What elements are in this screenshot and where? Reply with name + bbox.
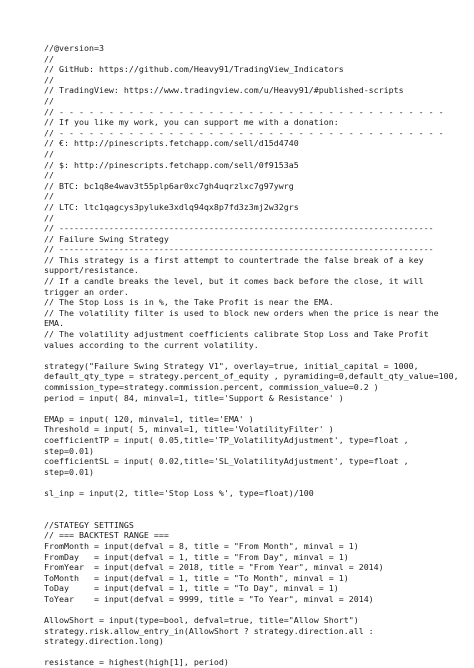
- code-line: ToMonth = input(defval = 1, title = "To Month", minval = 1): [44, 572, 349, 583]
- code-line: FromMonth = input(defval = 8, title = "From Month", minval = 1): [44, 540, 359, 551]
- code-line: step=0.01): [44, 445, 94, 456]
- code-line: //: [44, 74, 54, 85]
- code-line: [44, 350, 464, 361]
- code-line: sl_inp = input(2, title='Stop Loss %', type=float)/100: [44, 487, 314, 498]
- code-line: // Failure Swing Strategy: [44, 233, 169, 244]
- code-listing: [44, 43, 464, 668]
- code-line: FromDay = input(defval = 1, title = "From Day", minval = 1): [44, 551, 349, 562]
- code-line: values according to the current volatility.: [44, 339, 259, 350]
- code-line: // €: http://pinescripts.fetchapp.com/sell/d15d4740: [44, 138, 299, 149]
- code-line: [44, 403, 464, 414]
- code-line: //: [44, 170, 54, 181]
- code-line: resistance = highest(high[1], period): [44, 657, 229, 668]
- code-line: coefficientTP = input( 0.05,title='TP_VolatilityAdjustment', type=float ,: [44, 434, 409, 445]
- code-line: coefficientSL = input( 0.02,title='SL_VolatilityAdjustment', type=float ,: [44, 456, 409, 467]
- code-line: [44, 647, 464, 658]
- code-line: // === BACKTEST RANGE ===: [44, 530, 169, 541]
- code-line: // GitHub: https://github.com/Heavy91/TradingView_Indicators: [44, 64, 344, 75]
- code-line: //: [44, 53, 54, 64]
- code-line: [44, 499, 464, 510]
- code-line: commission_type=strategy.commission.percent, commission_value=0.2 ): [44, 382, 379, 392]
- code-line: [44, 477, 464, 488]
- code-line: EMA.: [44, 318, 64, 329]
- code-line: // This strategy is a first attempt to countertrade the false break of a key: [44, 254, 424, 265]
- code-line: //: [44, 95, 54, 106]
- code-line: EMAp = input( 120, minval=1, title='EMA' ): [44, 413, 254, 424]
- code-line: AllowShort = input(type=bool, defval=true, title="Allow Short"): [44, 615, 359, 626]
- code-line: default_qty_type = strategy.percent_of_equity , pyramiding=0,default_qty_value=100,: [44, 371, 459, 382]
- code-line: ToYear = input(defval = 9999, title = "To Year", minval = 2014): [44, 593, 374, 604]
- code-line: trigger an order.: [44, 286, 129, 297]
- code-line: // The volatility filter is used to block new orders when the price is near the: [44, 307, 439, 318]
- code-line: // The volatility adjustment coefficients calibrate Stop Loss and Take Profit: [44, 329, 429, 340]
- code-line: [44, 604, 464, 615]
- code-line: // TradingView: https://www.tradingview.com/u/Heavy91/#published-scripts: [44, 85, 404, 96]
- code-line: step=0.01): [44, 466, 94, 477]
- code-line: FromYear = input(defval = 2018, title = "From Year", minval = 2014): [44, 562, 384, 573]
- code-line: // LTC: ltc1qagcys3pyluke3xdlq94qx8p7fd3z3mj2w32grs: [44, 201, 299, 212]
- code-line: //: [44, 212, 54, 223]
- code-line: //@version=3: [44, 43, 104, 53]
- code-line: // If you like my work, you can support me with a donation:: [44, 117, 339, 128]
- code-line: //: [44, 148, 54, 159]
- code-line: [44, 509, 464, 520]
- code-line: // If a candle breaks the level, but it comes back before the close, it will: [44, 276, 424, 287]
- code-line: strategy.direction.long): [44, 636, 164, 647]
- code-line: // $: http://pinescripts.fetchapp.com/sell/0f9153a5: [44, 159, 299, 170]
- code-line: // - - - - - - - - - - - - - - - - - - - - - - - - - - - - - - - - - - - - - - -: [44, 127, 444, 138]
- code-line: //: [44, 191, 54, 202]
- code-line: //STATEGY SETTINGS: [44, 519, 134, 530]
- code-line: period = input( 84, minval=1, title='Support & Resistance' ): [44, 392, 344, 403]
- code-line: // BTC: bc1q8e4wav3t55plp6ar0xc7gh4uqrzlxc7g97ywrg: [44, 180, 294, 191]
- code-line: // ---------------------------------------------------------------------------: [44, 223, 434, 234]
- code-line: ToDay = input(defval = 1, title = "To Day", minval = 1): [44, 583, 339, 594]
- code-line: // ---------------------------------------------------------------------------: [44, 244, 434, 255]
- code-line: // The Stop Loss is in %, the Take Profit is near the EMA.: [44, 297, 334, 308]
- code-line: strategy.risk.allow_entry_in(AllowShort ? strategy.direction.all :: [44, 625, 374, 636]
- code-line: // - - - - - - - - - - - - - - - - - - - - - - - - - - - - - - - - - - - - - - -: [44, 106, 444, 117]
- code-line: support/resistance.: [44, 265, 139, 276]
- code-line: strategy("Failure Swing Strategy V1", overlay=true, initial_capital = 1000,: [44, 360, 419, 371]
- code-line: Threshold = input( 5, minval=1, title='VolatilityFilter' ): [44, 424, 334, 435]
